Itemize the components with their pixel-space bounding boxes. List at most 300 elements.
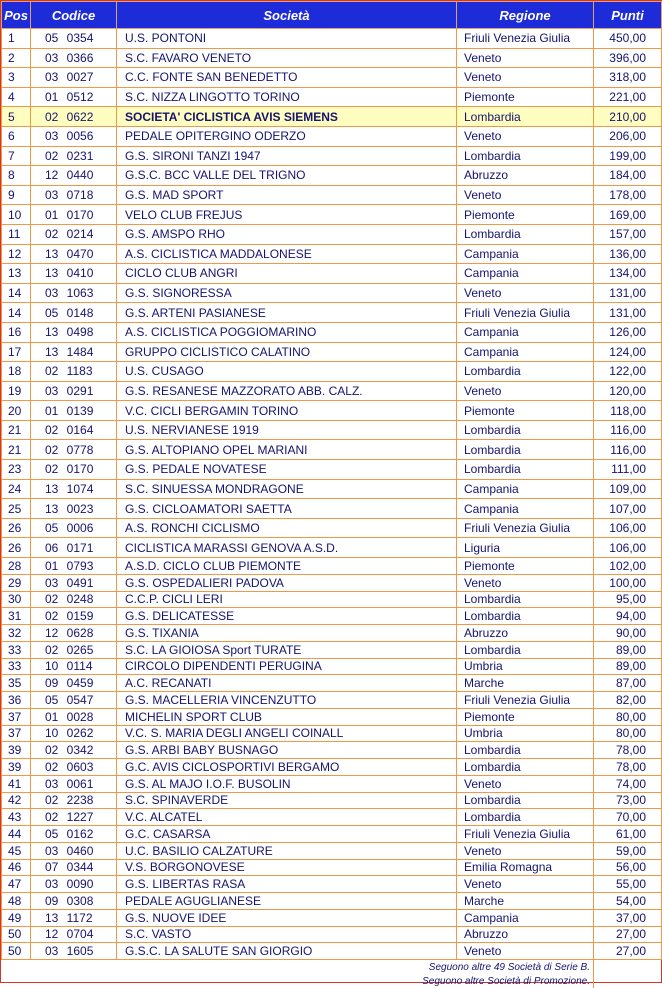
cell-regione: Campania — [457, 244, 594, 264]
cell-regione: Lombardia — [457, 608, 594, 625]
cell-regione: Veneto — [457, 775, 594, 792]
cell-societa: C.C.P. CICLI LERI — [117, 591, 457, 608]
cell-punti: 134,00 — [594, 264, 662, 284]
cell-punti: 27,00 — [594, 926, 662, 943]
table-row — [2, 675, 662, 692]
cell-pos: 37 — [2, 708, 31, 725]
cell-punti: 122,00 — [594, 362, 662, 382]
cell-pos: 16 — [2, 322, 31, 342]
cell-pos: 8 — [2, 166, 31, 186]
cell-codice: 13 0498 — [31, 322, 117, 342]
cell-punti: 131,00 — [594, 303, 662, 323]
cell-regione: Abruzzo — [457, 166, 594, 186]
cell-regione: Marche — [457, 675, 594, 692]
cell-pos: 48 — [2, 893, 31, 910]
cell-codice: 12 0628 — [31, 625, 117, 642]
table-row — [2, 591, 662, 608]
cell-pos: 41 — [2, 775, 31, 792]
cell-pos: 25 — [2, 499, 31, 519]
cell-regione: Liguria — [457, 538, 594, 558]
cell-regione: Veneto — [457, 574, 594, 591]
cell-societa: CIRCOLO DIPENDENTI PERUGINA — [117, 658, 457, 675]
cell-societa: S.C. SINUESSA MONDRAGONE — [117, 479, 457, 499]
cell-pos: 14 — [2, 303, 31, 323]
table-row — [2, 809, 662, 826]
cell-societa: A.S. RONCHI CICLISMO — [117, 518, 457, 538]
cell-regione: Lombardia — [457, 809, 594, 826]
table-row — [2, 440, 662, 460]
table-row — [2, 608, 662, 625]
cell-pos: 30 — [2, 591, 31, 608]
header-pos: Pos — [2, 2, 31, 29]
table-row — [2, 708, 662, 725]
cell-regione: Veneto — [457, 943, 594, 960]
cell-societa: G.S. AMSPO RHO — [117, 224, 457, 244]
cell-regione: Friuli Venezia Giulia — [457, 303, 594, 323]
table-row — [2, 381, 662, 401]
cell-societa: CICLO CLUB ANGRI — [117, 264, 457, 284]
cell-pos: 37 — [2, 725, 31, 742]
cell-punti: 318,00 — [594, 68, 662, 88]
cell-societa: G.C. CASARSA — [117, 826, 457, 843]
cell-societa: V.C. ALCATEL — [117, 809, 457, 826]
table-row — [2, 943, 662, 960]
cell-codice: 03 0061 — [31, 775, 117, 792]
cell-pos: 39 — [2, 742, 31, 759]
cell-societa: G.S. AL MAJO I.O.F. BUSOLIN — [117, 775, 457, 792]
cell-punti: 107,00 — [594, 499, 662, 519]
cell-pos: 14 — [2, 283, 31, 303]
cell-societa: G.S. SIRONI TANZI 1947 — [117, 146, 457, 166]
cell-pos: 36 — [2, 692, 31, 709]
cell-regione: Friuli Venezia Giulia — [457, 518, 594, 538]
cell-pos: 26 — [2, 518, 31, 538]
cell-punti: 59,00 — [594, 842, 662, 859]
cell-regione: Abruzzo — [457, 926, 594, 943]
cell-punti: 78,00 — [594, 742, 662, 759]
table-row — [2, 842, 662, 859]
cell-codice: 09 0459 — [31, 675, 117, 692]
cell-codice: 12 0704 — [31, 926, 117, 943]
note-blank-cell — [594, 974, 662, 988]
note-serie-b: Seguono altre 49 Società di Serie B. — [428, 961, 590, 973]
table-row — [2, 68, 662, 88]
cell-punti: 61,00 — [594, 826, 662, 843]
cell-codice: 02 0170 — [31, 460, 117, 480]
cell-regione: Lombardia — [457, 146, 594, 166]
table-row — [2, 126, 662, 146]
cell-societa: PEDALE OPITERGINO ODERZO — [117, 126, 457, 146]
cell-punti: 106,00 — [594, 518, 662, 538]
cell-regione: Piemonte — [457, 558, 594, 575]
cell-pos: 44 — [2, 826, 31, 843]
table-row — [2, 725, 662, 742]
cell-societa: S.C. NIZZA LINGOTTO TORINO — [117, 87, 457, 107]
cell-regione: Umbria — [457, 658, 594, 675]
table-row — [2, 775, 662, 792]
cell-regione: Veneto — [457, 126, 594, 146]
cell-punti: 116,00 — [594, 440, 662, 460]
cell-punti: 80,00 — [594, 725, 662, 742]
table-row — [2, 826, 662, 843]
cell-regione: Marche — [457, 893, 594, 910]
cell-pos: 33 — [2, 641, 31, 658]
header-societa: Società — [117, 2, 457, 29]
cell-punti: 199,00 — [594, 146, 662, 166]
table-row — [2, 759, 662, 776]
cell-societa: G.S. PEDALE NOVATESE — [117, 460, 457, 480]
cell-regione: Campania — [457, 342, 594, 362]
cell-regione: Veneto — [457, 48, 594, 68]
cell-punti: 124,00 — [594, 342, 662, 362]
cell-societa: S.C. VASTO — [117, 926, 457, 943]
cell-regione: Piemonte — [457, 401, 594, 421]
cell-codice: 03 0056 — [31, 126, 117, 146]
cell-codice: 06 0171 — [31, 538, 117, 558]
cell-pos: 7 — [2, 146, 31, 166]
header-codice: Codice — [31, 2, 117, 29]
cell-codice: 02 0342 — [31, 742, 117, 759]
cell-codice: 02 0214 — [31, 224, 117, 244]
cell-pos: 42 — [2, 792, 31, 809]
cell-codice: 03 0027 — [31, 68, 117, 88]
cell-societa: CICLISTICA MARASSI GENOVA A.S.D. — [117, 538, 457, 558]
cell-codice: 02 1227 — [31, 809, 117, 826]
table-row — [2, 742, 662, 759]
cell-punti: 100,00 — [594, 574, 662, 591]
cell-regione: Campania — [457, 264, 594, 284]
table-row — [2, 641, 662, 658]
cell-regione: Piemonte — [457, 708, 594, 725]
cell-punti: 169,00 — [594, 205, 662, 225]
cell-regione: Lombardia — [457, 641, 594, 658]
cell-pos: 17 — [2, 342, 31, 362]
cell-punti: 56,00 — [594, 859, 662, 876]
cell-societa: G.S.C. LA SALUTE SAN GIORGIO — [117, 943, 457, 960]
cell-punti: 78,00 — [594, 759, 662, 776]
cell-pos: 3 — [2, 68, 31, 88]
cell-societa: VELO CLUB FREJUS — [117, 205, 457, 225]
cell-societa: G.S. CICLOAMATORI SAETTA — [117, 499, 457, 519]
cell-pos: 50 — [2, 943, 31, 960]
cell-societa: G.S. SIGNORESSA — [117, 283, 457, 303]
cell-punti: 206,00 — [594, 126, 662, 146]
table-row — [2, 859, 662, 876]
cell-punti: 54,00 — [594, 893, 662, 910]
cell-punti: 450,00 — [594, 29, 662, 49]
cell-societa: G.S. ALTOPIANO OPEL MARIANI — [117, 440, 457, 460]
table-row — [2, 692, 662, 709]
table-row — [2, 460, 662, 480]
table-row — [2, 146, 662, 166]
table-row — [2, 362, 662, 382]
cell-regione: Veneto — [457, 68, 594, 88]
cell-pos: 11 — [2, 224, 31, 244]
cell-regione: Lombardia — [457, 460, 594, 480]
cell-punti: 102,00 — [594, 558, 662, 575]
cell-codice: 03 0460 — [31, 842, 117, 859]
cell-pos: 21 — [2, 440, 31, 460]
cell-codice: 02 0603 — [31, 759, 117, 776]
cell-societa: U.S. CUSAGO — [117, 362, 457, 382]
cell-societa: V.S. BORGONOVESE — [117, 859, 457, 876]
cell-codice: 03 0291 — [31, 381, 117, 401]
cell-pos: 6 — [2, 126, 31, 146]
cell-regione: Umbria — [457, 725, 594, 742]
cell-pos: 5 — [2, 107, 31, 127]
table-row — [2, 48, 662, 68]
cell-regione: Friuli Venezia Giulia — [457, 29, 594, 49]
cell-societa: U.C. BASILIO CALZATURE — [117, 842, 457, 859]
cell-pos: 39 — [2, 759, 31, 776]
cell-punti: 94,00 — [594, 608, 662, 625]
cell-pos: 20 — [2, 401, 31, 421]
cell-punti: 27,00 — [594, 943, 662, 960]
table-row — [2, 893, 662, 910]
note-row — [2, 974, 662, 988]
table-row — [2, 166, 662, 186]
cell-pos: 19 — [2, 381, 31, 401]
cell-societa: G.S. OSPEDALIERI PADOVA — [117, 574, 457, 591]
table-row — [2, 264, 662, 284]
cell-pos: 31 — [2, 608, 31, 625]
cell-punti: 118,00 — [594, 401, 662, 421]
cell-societa: G.S.C. BCC VALLE DEL TRIGNO — [117, 166, 457, 186]
cell-regione: Lombardia — [457, 792, 594, 809]
cell-societa: G.S. ARBI BABY BUSNAGO — [117, 742, 457, 759]
cell-codice: 05 0547 — [31, 692, 117, 709]
cell-punti: 74,00 — [594, 775, 662, 792]
cell-codice: 13 0023 — [31, 499, 117, 519]
cell-pos: 32 — [2, 625, 31, 642]
cell-codice: 02 0778 — [31, 440, 117, 460]
cell-pos: 10 — [2, 205, 31, 225]
cell-codice: 03 1605 — [31, 943, 117, 960]
cell-codice: 13 1074 — [31, 479, 117, 499]
table-body — [2, 29, 662, 960]
header-punti: Punti — [594, 2, 662, 29]
table-row — [2, 574, 662, 591]
cell-codice: 02 0231 — [31, 146, 117, 166]
cell-pos: 13 — [2, 264, 31, 284]
table-row — [2, 658, 662, 675]
cell-codice: 13 1172 — [31, 909, 117, 926]
cell-societa: U.S. PONTONI — [117, 29, 457, 49]
cell-pos: 2 — [2, 48, 31, 68]
cell-societa: C.C. FONTE SAN BENEDETTO — [117, 68, 457, 88]
cell-regione: Abruzzo — [457, 625, 594, 642]
table-row — [2, 244, 662, 264]
cell-societa: A.S. CICLISTICA MADDALONESE — [117, 244, 457, 264]
cell-regione: Campania — [457, 909, 594, 926]
cell-regione: Lombardia — [457, 362, 594, 382]
table-row — [2, 420, 662, 440]
cell-societa: S.C. SPINAVERDE — [117, 792, 457, 809]
cell-codice: 01 0793 — [31, 558, 117, 575]
cell-regione: Campania — [457, 479, 594, 499]
note-row — [2, 960, 662, 975]
cell-codice: 10 0114 — [31, 658, 117, 675]
cell-pos: 43 — [2, 809, 31, 826]
cell-societa: V.C. S. MARIA DEGLI ANGELI COINALL — [117, 725, 457, 742]
cell-regione: Friuli Venezia Giulia — [457, 826, 594, 843]
cell-regione: Lombardia — [457, 742, 594, 759]
cell-regione: Veneto — [457, 876, 594, 893]
cell-pos: 45 — [2, 842, 31, 859]
note-promozione: Seguono altre Società di Promozione. — [422, 975, 590, 987]
cell-pos: 35 — [2, 675, 31, 692]
cell-societa: SOCIETA' CICLISTICA AVIS SIEMENS — [117, 107, 457, 127]
cell-societa: G.S. ARTENI PASIANESE — [117, 303, 457, 323]
table-row — [2, 107, 662, 127]
cell-societa: G.S. DELICATESSE — [117, 608, 457, 625]
cell-codice: 05 0162 — [31, 826, 117, 843]
table-row — [2, 479, 662, 499]
cell-punti: 82,00 — [594, 692, 662, 709]
table-row — [2, 29, 662, 49]
cell-societa: S.C. LA GIOIOSA Sport TURATE — [117, 641, 457, 658]
cell-codice: 13 1484 — [31, 342, 117, 362]
cell-codice: 13 0410 — [31, 264, 117, 284]
cell-societa: MICHELIN SPORT CLUB — [117, 708, 457, 725]
cell-punti: 90,00 — [594, 625, 662, 642]
cell-punti: 109,00 — [594, 479, 662, 499]
table-row — [2, 205, 662, 225]
cell-pos: 33 — [2, 658, 31, 675]
cell-pos: 24 — [2, 479, 31, 499]
cell-regione: Lombardia — [457, 107, 594, 127]
cell-societa: A.S.D. CICLO CLUB PIEMONTE — [117, 558, 457, 575]
cell-societa: V.C. CICLI BERGAMIN TORINO — [117, 401, 457, 421]
table-row — [2, 538, 662, 558]
cell-codice: 01 0139 — [31, 401, 117, 421]
cell-punti: 157,00 — [594, 224, 662, 244]
cell-pos: 9 — [2, 185, 31, 205]
table-row — [2, 185, 662, 205]
cell-codice: 01 0512 — [31, 87, 117, 107]
cell-codice: 02 0248 — [31, 591, 117, 608]
cell-regione: Veneto — [457, 842, 594, 859]
cell-pos: 29 — [2, 574, 31, 591]
cell-societa: A.C. RECANATI — [117, 675, 457, 692]
cell-codice: 02 0159 — [31, 608, 117, 625]
cell-codice: 03 0090 — [31, 876, 117, 893]
cell-codice: 05 0006 — [31, 518, 117, 538]
cell-codice: 05 0148 — [31, 303, 117, 323]
cell-societa: G.C. AVIS CICLOSPORTIVI BERGAMO — [117, 759, 457, 776]
cell-regione: Lombardia — [457, 224, 594, 244]
table-row — [2, 322, 662, 342]
table-row — [2, 926, 662, 943]
table-row — [2, 558, 662, 575]
cell-punti: 178,00 — [594, 185, 662, 205]
cell-codice: 02 0622 — [31, 107, 117, 127]
table-row — [2, 303, 662, 323]
cell-regione: Veneto — [457, 185, 594, 205]
table-row — [2, 401, 662, 421]
cell-pos: 1 — [2, 29, 31, 49]
table-row — [2, 224, 662, 244]
cell-pos: 49 — [2, 909, 31, 926]
cell-punti: 95,00 — [594, 591, 662, 608]
cell-pos: 28 — [2, 558, 31, 575]
cell-punti: 131,00 — [594, 283, 662, 303]
table-row — [2, 499, 662, 519]
cell-punti: 116,00 — [594, 420, 662, 440]
cell-codice: 03 0718 — [31, 185, 117, 205]
cell-regione: Veneto — [457, 381, 594, 401]
cell-regione: Piemonte — [457, 87, 594, 107]
cell-punti: 89,00 — [594, 641, 662, 658]
cell-punti: 87,00 — [594, 675, 662, 692]
cell-codice: 03 1063 — [31, 283, 117, 303]
cell-punti: 80,00 — [594, 708, 662, 725]
cell-societa: S.C. FAVARO VENETO — [117, 48, 457, 68]
cell-societa: PEDALE AGUGLIANESE — [117, 893, 457, 910]
cell-punti: 55,00 — [594, 876, 662, 893]
cell-regione: Piemonte — [457, 205, 594, 225]
cell-codice: 02 0164 — [31, 420, 117, 440]
cell-punti: 126,00 — [594, 322, 662, 342]
cell-societa: A.S. CICLISTICA POGGIOMARINO — [117, 322, 457, 342]
cell-pos: 23 — [2, 460, 31, 480]
table-row — [2, 625, 662, 642]
cell-regione: Veneto — [457, 283, 594, 303]
cell-codice: 10 0262 — [31, 725, 117, 742]
standings-table — [1, 1, 662, 988]
cell-codice: 13 0470 — [31, 244, 117, 264]
cell-pos: 47 — [2, 876, 31, 893]
table-row — [2, 792, 662, 809]
header-regione: Regione — [457, 2, 594, 29]
table-row — [2, 283, 662, 303]
cell-punti: 184,00 — [594, 166, 662, 186]
cell-codice: 02 2238 — [31, 792, 117, 809]
cell-codice: 03 0366 — [31, 48, 117, 68]
cell-punti: 396,00 — [594, 48, 662, 68]
cell-societa: G.S. MACELLERIA VINCENZUTTO — [117, 692, 457, 709]
cell-pos: 21 — [2, 420, 31, 440]
cell-codice: 02 0265 — [31, 641, 117, 658]
cell-regione: Emilia Romagna — [457, 859, 594, 876]
cell-societa: U.S. NERVIANESE 1919 — [117, 420, 457, 440]
cell-societa: G.S. NUOVE IDEE — [117, 909, 457, 926]
cell-regione: Friuli Venezia Giulia — [457, 692, 594, 709]
table-row — [2, 87, 662, 107]
cell-regione: Lombardia — [457, 591, 594, 608]
cell-regione: Lombardia — [457, 440, 594, 460]
cell-regione: Lombardia — [457, 759, 594, 776]
cell-codice: 09 0308 — [31, 893, 117, 910]
table-row — [2, 909, 662, 926]
cell-codice: 01 0170 — [31, 205, 117, 225]
cell-codice: 12 0440 — [31, 166, 117, 186]
cell-regione: Campania — [457, 499, 594, 519]
cell-societa: GRUPPO CICLISTICO CALATINO — [117, 342, 457, 362]
cell-punti: 37,00 — [594, 909, 662, 926]
cell-regione: Campania — [457, 322, 594, 342]
cell-punti: 70,00 — [594, 809, 662, 826]
cell-regione: Lombardia — [457, 420, 594, 440]
cell-pos: 4 — [2, 87, 31, 107]
cell-pos: 46 — [2, 859, 31, 876]
cell-punti: 89,00 — [594, 658, 662, 675]
cell-punti: 111,00 — [594, 460, 662, 480]
cell-pos: 18 — [2, 362, 31, 382]
cell-punti: 210,00 — [594, 107, 662, 127]
cell-pos: 50 — [2, 926, 31, 943]
cell-codice: 03 0491 — [31, 574, 117, 591]
